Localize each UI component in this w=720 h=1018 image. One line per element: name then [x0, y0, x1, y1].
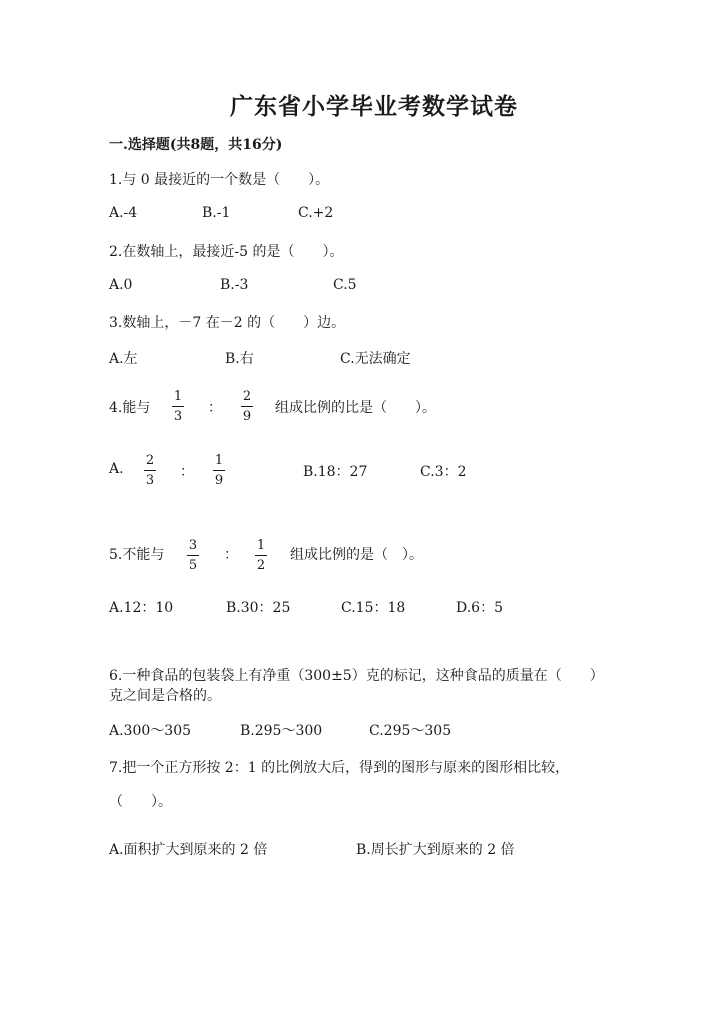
q7-option-b[interactable]: B.周长扩大到原来的 2 倍: [356, 842, 515, 858]
q6-option-c[interactable]: C.295～305: [369, 723, 452, 739]
q4-fraction-1: [172, 390, 184, 423]
q4-a-fraction-1-denominator: 3: [145, 473, 155, 488]
q5-option-d[interactable]: D.6：5: [456, 600, 503, 616]
q4-fraction-1-denominator: 3: [173, 409, 183, 424]
q5-fraction-1-numerator: 3: [188, 538, 198, 553]
q4-option-c[interactable]: C.3：2: [420, 464, 467, 480]
q4-colon: ：: [208, 400, 222, 416]
q2-option-c[interactable]: C.5: [333, 277, 357, 293]
q4-a-fraction-2-numerator: 1: [214, 453, 224, 468]
q4-a-fraction-2-denominator: 9: [214, 473, 224, 488]
q5-fraction-2-denominator: 2: [256, 558, 266, 573]
page-title: 广东省小学毕业考数学试卷: [230, 93, 518, 120]
q1-option-c[interactable]: C.+2: [298, 205, 334, 221]
q4-option-a-colon: ：: [180, 464, 194, 480]
q2-option-b[interactable]: B.-3: [220, 277, 249, 293]
q5-colon: ：: [224, 547, 238, 563]
q6-option-a[interactable]: A.300～305: [109, 723, 192, 739]
q4-option-a-fraction-2: [213, 454, 225, 487]
q4-fraction-1-numerator: 1: [173, 389, 183, 404]
q4-a-fraction-1-numerator: 2: [145, 453, 155, 468]
question-7-line-2: （ ）。: [109, 794, 172, 810]
question-1: 1.与 0 最接近的一个数是（ ）。: [109, 172, 330, 188]
q5-fraction-2: [255, 539, 267, 572]
q5-option-c[interactable]: C.15：18: [341, 600, 406, 616]
question-5-suffix: 组成比例的是（ ）。: [290, 547, 423, 563]
section-heading: 一.选择题(共8题，共16分): [109, 137, 283, 153]
q5-option-a[interactable]: A.12：10: [109, 600, 174, 616]
q6-option-b[interactable]: B.295～300: [240, 723, 323, 739]
question-7-line-1: 7.把一个正方形按 2：1 的比例放大后，得到的图形与原来的图形相比较，: [109, 760, 570, 776]
q2-option-a[interactable]: A.0: [109, 277, 133, 293]
q3-option-a[interactable]: A.左: [109, 351, 138, 367]
q1-option-a[interactable]: A.-4: [109, 205, 138, 221]
q4-fraction-2: [241, 390, 253, 423]
question-6-line-2: 克之间是合格的。: [109, 688, 221, 704]
q4-fraction-2-numerator: 2: [242, 389, 252, 404]
q5-option-b[interactable]: B.30：25: [226, 600, 291, 616]
question-2: 2.在数轴上，最接近-5 的是（ ）。: [109, 244, 344, 260]
question-4-suffix: 组成比例的比是（ ）。: [275, 400, 436, 416]
q4-fraction-2-denominator: 9: [242, 409, 252, 424]
q5-fraction-2-numerator: 1: [256, 538, 266, 553]
q4-option-a-fraction-1: [144, 454, 156, 487]
q5-fraction-1-denominator: 5: [188, 558, 198, 573]
question-5-prefix: 5.不能与: [109, 547, 165, 563]
question-6-line-1: 6.一种食品的包装袋上有净重（300±5）克的标记，这种食品的质量在（ ）: [109, 668, 604, 684]
q3-option-c[interactable]: C.无法确定: [340, 351, 411, 367]
q3-option-b[interactable]: B.右: [225, 351, 254, 367]
q4-option-b[interactable]: B.18：27: [303, 464, 368, 480]
q7-option-a[interactable]: A.面积扩大到原来的 2 倍: [109, 842, 268, 858]
q1-option-b[interactable]: B.-1: [202, 205, 231, 221]
q4-option-a-label[interactable]: A.: [109, 461, 124, 477]
question-4-prefix: 4.能与: [109, 400, 151, 416]
question-3: 3.数轴上，－7 在－2 的（ ）边。: [109, 315, 346, 331]
q5-fraction-1: [187, 539, 199, 572]
